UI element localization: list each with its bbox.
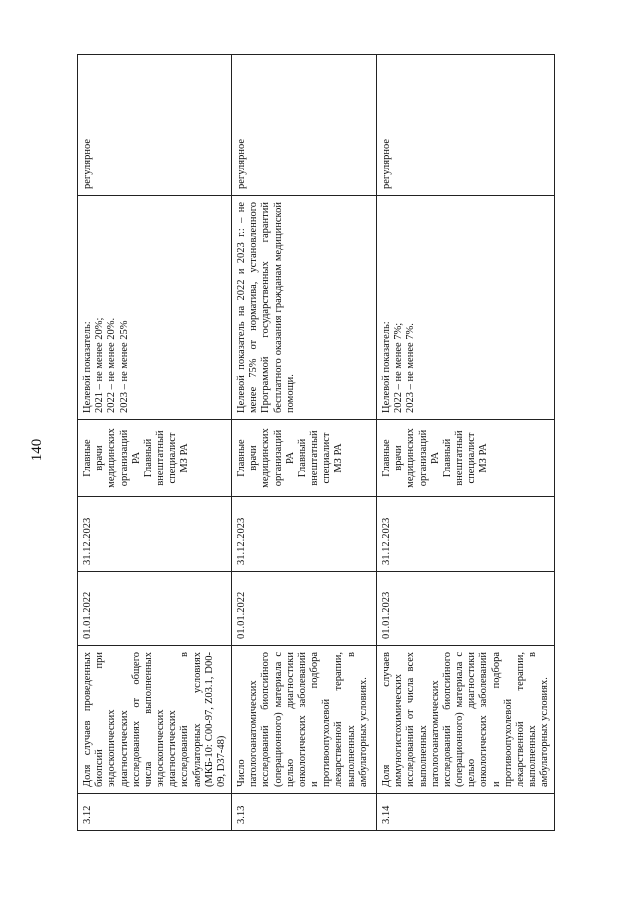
end-date: 31.12.2023 <box>232 497 377 572</box>
periodicity: регулярное <box>78 55 232 196</box>
measure-description: Доля случаев иммуногистохимических исследований от числа всех выполненных патологоанатомических исследований биопсийного (операционного) материала с целью диагностики онкологических заболеваний и подбора противоопухолевой лекарственной терапии, выполненных в амбулаторных условиях. <box>377 646 555 794</box>
target-indicator: Целевой показатель на 2022 и 2023 г.: – не менее 75% от норматива, установленного Программой государственных гарантий бесплатного оказания гражданам медицинской помощи. <box>232 196 377 420</box>
measure-description: Доля случаев проведенных биопсий при эндоскопических диагностических исследованиях от общего числа выполненных эндоскопических диагностических исследований в амбулаторных условиях (МКБ-10: C00-97, Z03.1, D00-09, D37-48) <box>78 646 232 794</box>
responsible: Главные врачи медицинских организаций РА Главный внештатный специалист МЗ РА <box>377 420 555 497</box>
measure-description: Число патологоанатомических исследований биопсийного (операционного) материала с целью диагностики онкологических заболеваний и подбора противоопухолевой лекарственной терапии, выполненных в амбулаторных условиях. <box>232 646 377 794</box>
end-date: 31.12.2023 <box>377 497 555 572</box>
periodicity: регулярное <box>377 55 555 196</box>
responsible: Главные врачи медицинских организаций РА Главный внештатный специалист МЗ РА <box>232 420 377 497</box>
table-row <box>78 55 232 831</box>
row-number: 3.13 <box>232 794 377 831</box>
periodicity: регулярное <box>232 55 377 196</box>
measures-table <box>77 54 555 831</box>
target-indicator: Целевой показатель: 2022 – не менее 7%; 2023 – не менее 7%. <box>377 196 555 420</box>
responsible: Главные врачи медицинских организаций РА Главный внештатный специалист МЗ РА <box>78 420 232 497</box>
start-date: 01.01.2022 <box>78 572 232 646</box>
start-date: 01.01.2022 <box>232 572 377 646</box>
row-number: 3.14 <box>377 794 555 831</box>
end-date: 31.12.2023 <box>78 497 232 572</box>
table-row <box>232 55 377 831</box>
start-date: 01.01.2023 <box>377 572 555 646</box>
target-indicator: Целевой показатель: 2021 – не менее 20%; 2022 – не менее 20%. 2023 – не менее 25% <box>78 196 232 420</box>
table-row <box>377 55 555 831</box>
page-number: 140 <box>29 438 45 462</box>
row-number: 3.12 <box>78 794 232 831</box>
